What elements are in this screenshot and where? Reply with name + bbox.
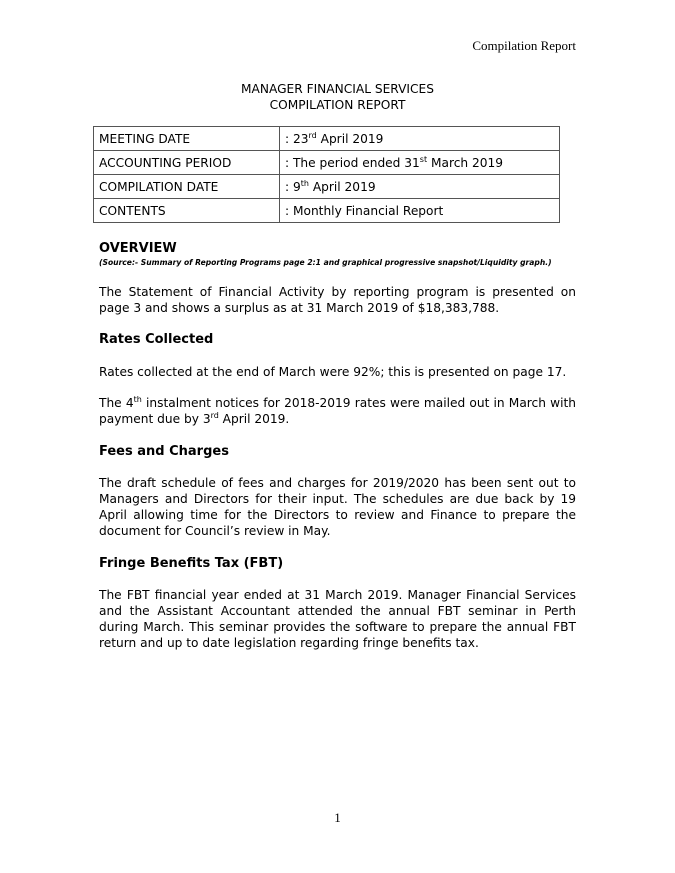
fees-paragraph: The draft schedule of fees and charges for 2019/2020 has been sent out to Managers and Directors for their input. The schedules are due back by 19 April allowing time for the Directors to review and Finance to prepare the document for Council’s review in May. bbox=[99, 476, 576, 538]
overview-paragraph: The Statement of Financial Activity by reporting program is presented on page 3 and shows a surplus as at 31 March 2019 of $18,383,788. bbox=[99, 285, 576, 315]
page-number: 1 bbox=[334, 810, 341, 825]
row-label: COMPILATION DATE bbox=[94, 175, 280, 199]
running-header: Compilation Report bbox=[472, 38, 576, 53]
fbt-heading: Fringe Benefits Tax (FBT) bbox=[99, 556, 284, 571]
row-value: : 9th April 2019 bbox=[280, 175, 560, 199]
overview-source-note: (Source:- Summary of Reporting Programs page 2:1 and graphical progressive snapshot/Liquidity graph.) bbox=[99, 258, 552, 267]
report-title bbox=[0, 81, 675, 113]
title-line-1: MANAGER FINANCIAL SERVICES bbox=[241, 82, 434, 96]
row-label: ACCOUNTING PERIOD bbox=[94, 151, 280, 175]
table-row bbox=[94, 151, 560, 175]
title-line-2: COMPILATION REPORT bbox=[269, 98, 406, 112]
overview-heading: OVERVIEW bbox=[99, 241, 177, 256]
row-value: : The period ended 31st March 2019 bbox=[280, 151, 560, 175]
rates-heading: Rates Collected bbox=[99, 332, 214, 347]
rates-paragraph-1: Rates collected at the end of March were 92%; this is presented on page 17. bbox=[99, 365, 567, 379]
table-row bbox=[94, 175, 560, 199]
row-label: CONTENTS bbox=[94, 199, 280, 223]
row-value: : Monthly Financial Report bbox=[280, 199, 560, 223]
rates-paragraph-2: The 4th instalment notices for 2018-2019 rates were mailed out in March with payment due by 3rd April 2019. bbox=[99, 395, 576, 426]
meeting-info-table bbox=[93, 126, 560, 223]
table-row bbox=[94, 199, 560, 223]
fbt-paragraph: The FBT financial year ended at 31 March 2019. Manager Financial Services and the Assistant Accountant attended the annual FBT seminar in Perth during March. This seminar provides the software to prepare the annual FBT return and up to date legislation regarding fringe benefits tax. bbox=[99, 588, 576, 650]
row-label: MEETING DATE bbox=[94, 127, 280, 151]
table-row bbox=[94, 127, 560, 151]
row-value: : 23rd April 2019 bbox=[280, 127, 560, 151]
fees-heading: Fees and Charges bbox=[99, 444, 229, 459]
